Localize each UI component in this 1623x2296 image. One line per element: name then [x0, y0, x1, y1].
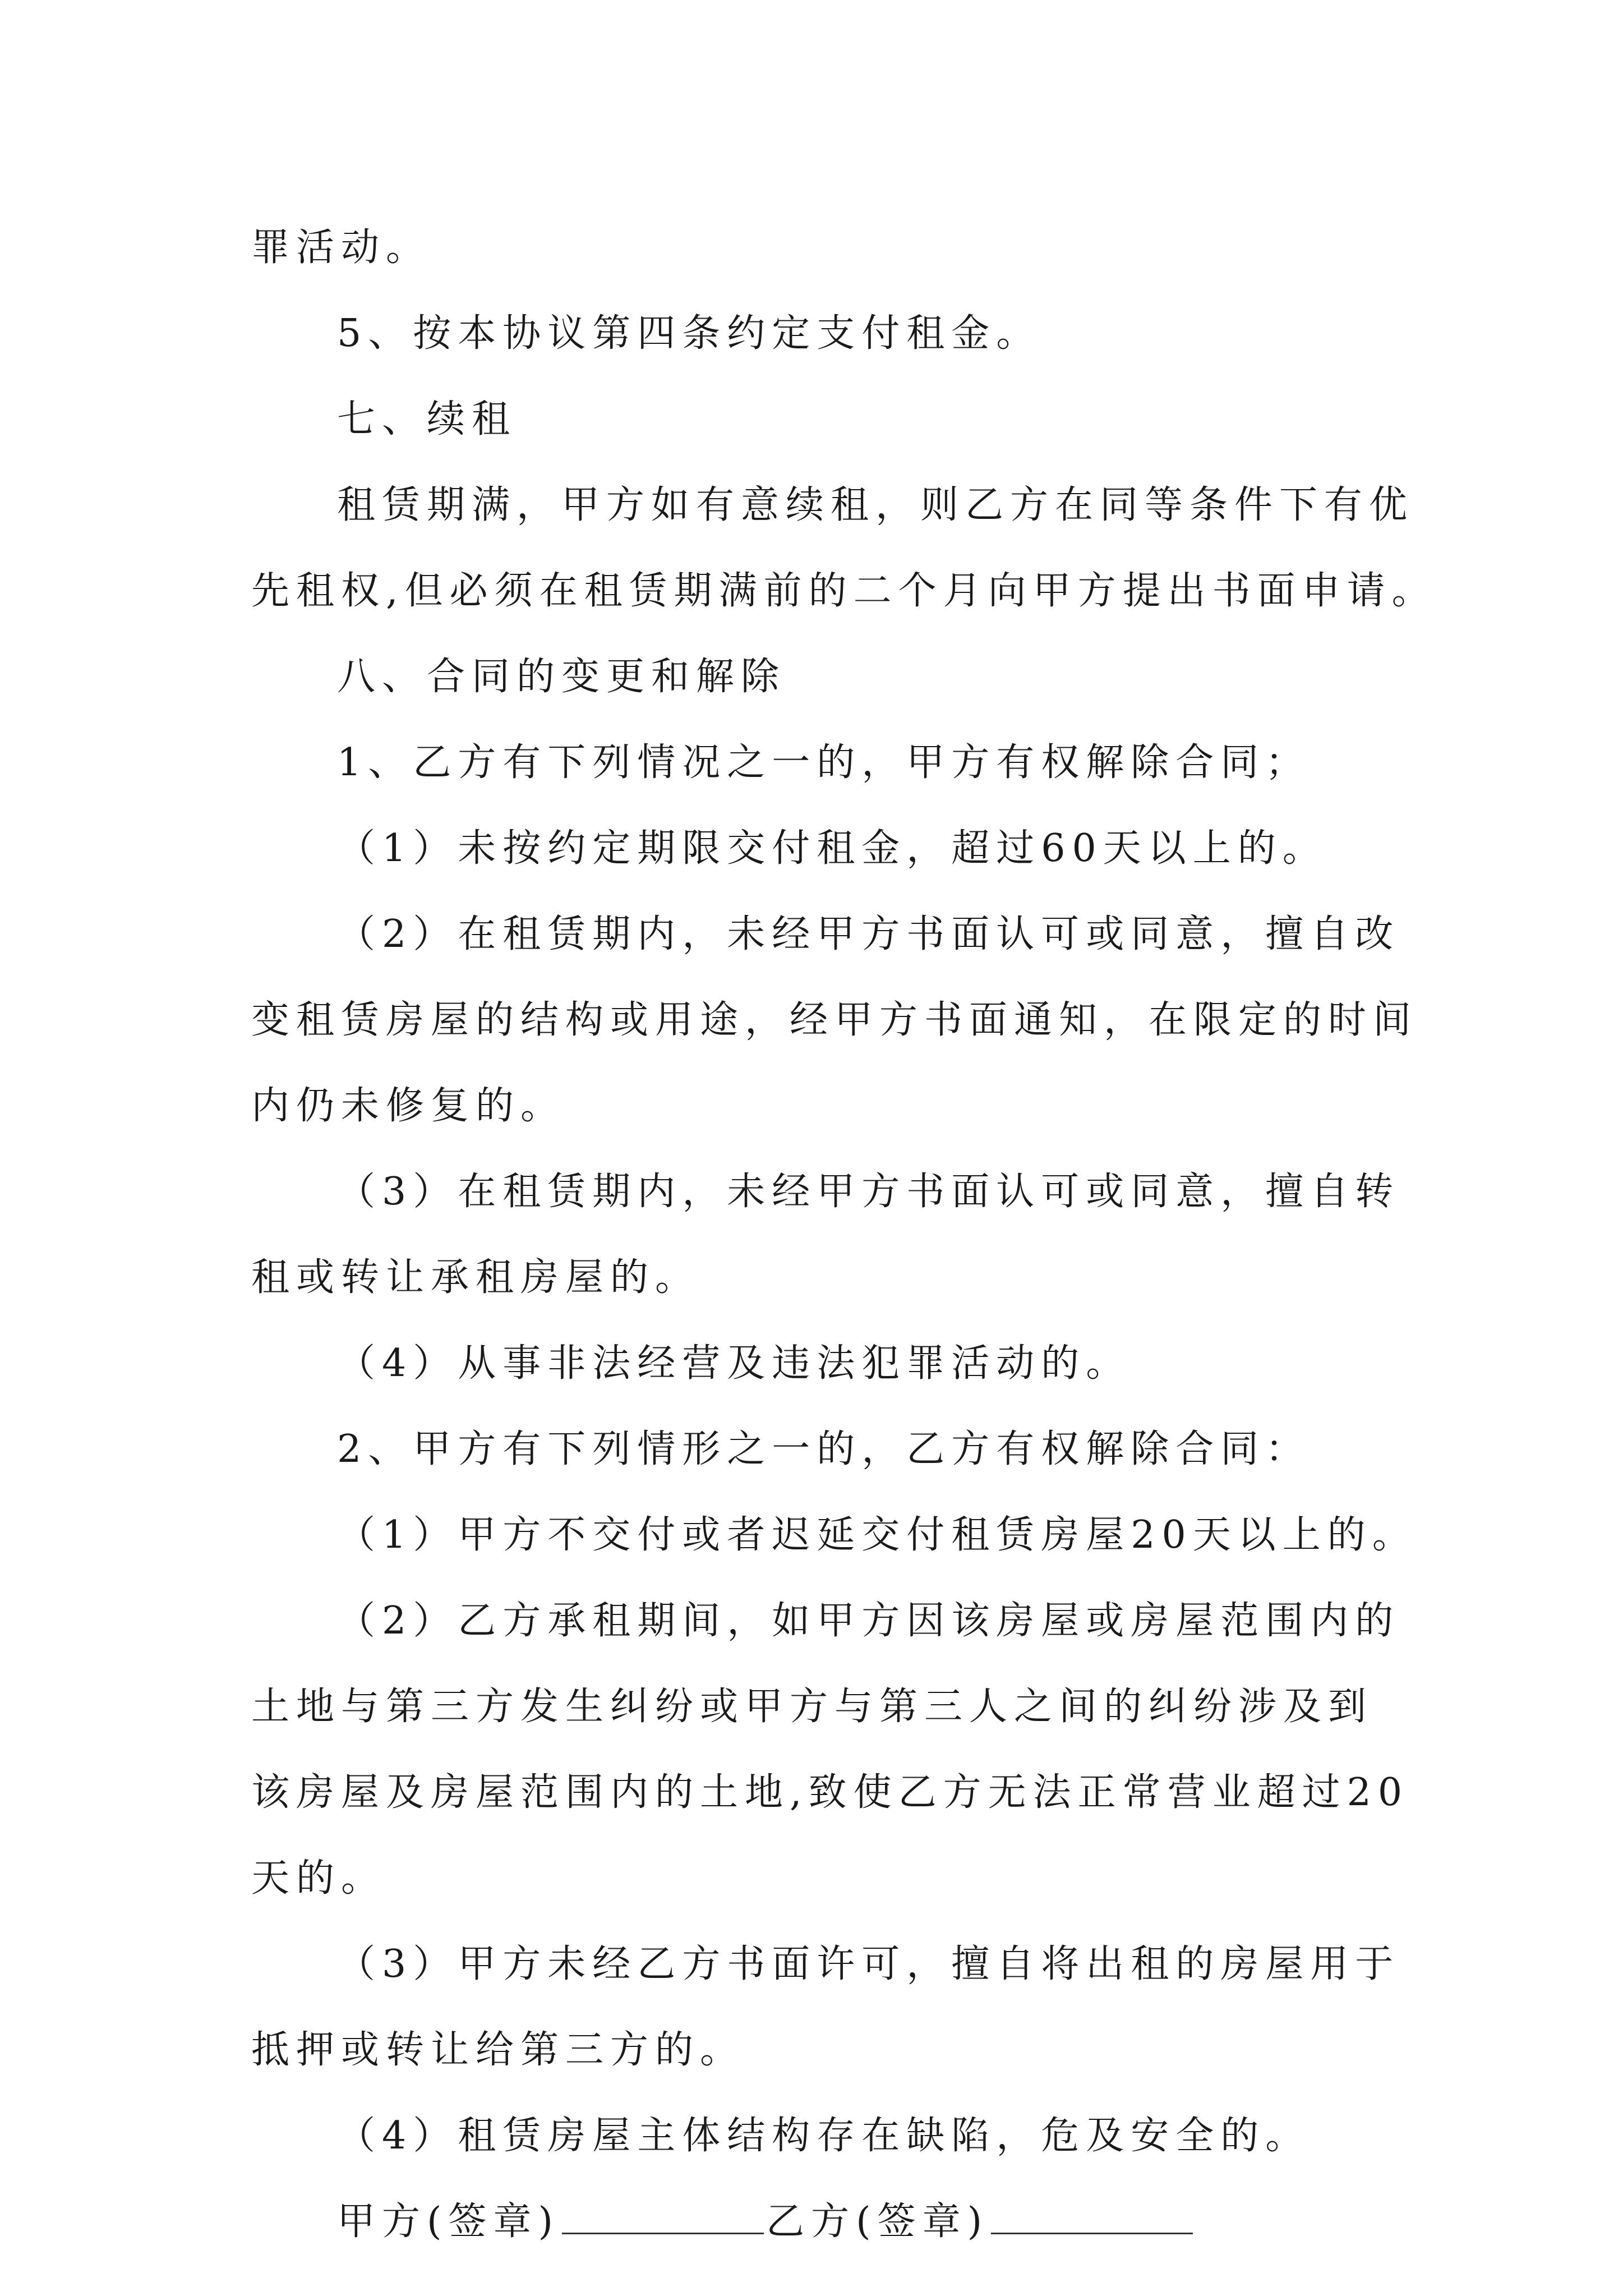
text-line: 先租权,但必须在租赁期满前的二个月向甲方提出书面申请。 [251, 569, 1437, 613]
text-line: （1）甲方不交付或者迟延交付租赁房屋20天以上的。 [337, 1513, 1417, 1557]
text-line: （1）未按约定期限交付租金，超过60天以上的。 [337, 826, 1327, 871]
party-b-signature-blank [991, 2199, 1193, 2234]
section-heading: 八、合同的变更和解除 [337, 655, 786, 699]
text-line: 租赁期满，甲方如有意续租，则乙方在同等条件下有优 [337, 483, 1414, 527]
text-line: 5、按本协议第四条约定支付租金。 [337, 311, 1041, 356]
text-line: （2）乙方承租期间，如甲方因该房屋或房屋范围内的 [337, 1599, 1400, 1643]
text-line: （3）甲方未经乙方书面许可，擅自将出租的房屋用于 [337, 1942, 1400, 1986]
text-line: 变租赁房屋的结构或用途，经甲方书面通知，在限定的时间 [251, 998, 1418, 1042]
document-body [251, 205, 1437, 2265]
text-line: （3）在租赁期内，未经甲方书面认可或同意，擅自转 [337, 1170, 1400, 1214]
text-line: 天的。 [251, 1856, 386, 1901]
party-a-signature-label: 甲方(签章) [337, 2200, 560, 2244]
section-heading: 七、续租 [337, 397, 517, 441]
text-line: 2、甲方有下列情形之一的，乙方有权解除合同： [337, 1427, 1311, 1471]
text-line: （4）租赁房屋主体结构存在缺陷，危及安全的。 [337, 2114, 1311, 2158]
party-a-signature-blank [562, 2199, 764, 2234]
text-line: （4）从事非法经营及违法犯罪活动的。 [337, 1341, 1131, 1386]
text-line: 内仍未修复的。 [251, 1084, 566, 1128]
signature-row [251, 2179, 1390, 2265]
text-line: 该房屋及房屋范围内的土地,致使乙方无法正常营业超过20 [251, 1770, 1409, 1815]
text-line: 租或转让承租房屋的。 [251, 1255, 700, 1300]
text-line: 土地与第三方发生纠纷或甲方与第三人之间的纠纷涉及到 [251, 1685, 1373, 1729]
text-line: 罪活动。 [251, 226, 431, 270]
text-line: 抵押或转让给第三方的。 [251, 2028, 745, 2072]
text-line: （2）在租赁期内，未经甲方书面认可或同意，擅自改 [337, 912, 1400, 956]
party-b-signature-label: 乙方(签章) [766, 2200, 989, 2244]
text-line: 1、乙方有下列情况之一的，甲方有权解除合同； [337, 740, 1311, 785]
